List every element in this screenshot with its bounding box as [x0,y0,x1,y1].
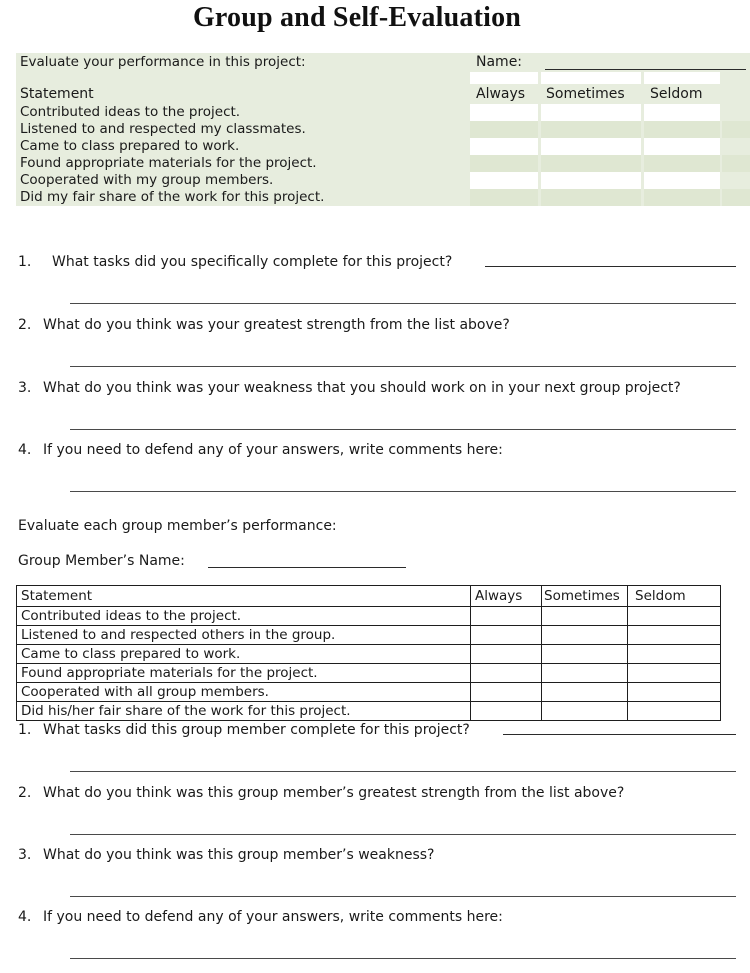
self-cell-sometimes[interactable] [541,172,641,189]
self-question-1-answer-line[interactable] [70,303,736,304]
self-question-1-text: What tasks did you specifically complete for this project? [52,254,453,270]
table-row [17,645,721,664]
self-header-always: Always [470,84,538,104]
self-prompt-label: Evaluate your performance in this project: [16,53,470,72]
member-cell-seldom[interactable] [628,702,721,721]
self-cell-always[interactable] [470,138,538,155]
table-row [16,104,750,121]
member-question-1-text: What tasks did this group member complete for this project? [43,722,470,738]
self-prompt-row [16,53,750,72]
member-cell-always[interactable] [471,702,542,721]
self-question-3-answer-line[interactable] [70,429,736,430]
member-cell-seldom[interactable] [628,626,721,645]
member-header-sometimes [542,586,628,607]
member-question-4-answer-line[interactable] [70,958,736,959]
member-cell-seldom[interactable] [628,645,721,664]
member-name-label: Group Member’s Name: [18,553,185,569]
self-cell-always[interactable] [470,121,538,138]
member-cell-sometimes[interactable] [542,702,628,721]
member-cell-always[interactable] [471,626,542,645]
member-question-3-answer-line[interactable] [70,896,736,897]
self-question-2-text: What do you think was your greatest strength from the list above? [43,317,510,333]
member-row-label: Listened to and respected others in the group. [17,626,471,645]
self-question-2-number: 2. [18,317,32,333]
self-row-label: Listened to and respected my classmates. [16,121,470,138]
self-cell-seldom[interactable] [644,155,720,172]
self-question-1-number: 1. [18,254,32,270]
self-cell-always[interactable] [470,155,538,172]
table-row [16,121,750,138]
self-question-4-number: 4. [18,442,32,458]
member-cell-sometimes[interactable] [542,664,628,683]
self-cell-sometimes[interactable] [541,138,641,155]
self-cell-tail [722,155,750,172]
self-row-label: Found appropriate materials for the project. [16,155,470,172]
self-question-3-text: What do you think was your weakness that you should work on in your next group project? [43,380,681,396]
self-name-label: Name: [470,53,541,72]
self-cell-tail [722,138,750,155]
self-row-label: Contributed ideas to the project. [16,104,470,121]
member-name-underline[interactable] [208,567,406,568]
self-question-1-inline-answer-line[interactable] [485,266,736,267]
member-question-2-answer-line[interactable] [70,834,736,835]
table-row [16,138,750,155]
spacer-row [16,72,750,84]
member-question-2-text: What do you think was this group member’s greatest strength from the list above? [43,785,625,801]
self-name-underline [545,56,746,70]
member-cell-always[interactable] [471,607,542,626]
table-row [17,664,721,683]
self-cell-seldom[interactable] [644,104,720,121]
self-cell-sometimes[interactable] [541,189,641,206]
self-cell-tail [722,172,750,189]
table-row [17,683,721,702]
member-header-seldom-text: Seldom [635,588,686,604]
self-cell-seldom[interactable] [644,189,720,206]
member-cell-seldom[interactable] [628,607,721,626]
self-name-field[interactable] [541,53,750,72]
spacer-statement-cell [16,72,470,84]
self-question-4-text: If you need to defend any of your answers, write comments here: [43,442,503,458]
self-table-header-row [16,84,750,104]
member-question-3-number: 3. [18,847,32,863]
member-cell-sometimes[interactable] [542,645,628,664]
member-cell-sometimes[interactable] [542,626,628,645]
spacer-sometimes-cell [541,72,641,84]
member-cell-always[interactable] [471,683,542,702]
self-cell-sometimes[interactable] [541,104,641,121]
table-row [17,626,721,645]
self-row-label: Came to class prepared to work. [16,138,470,155]
self-cell-seldom[interactable] [644,138,720,155]
member-question-4-text: If you need to defend any of your answers, write comments here: [43,909,503,925]
member-cell-seldom[interactable] [628,683,721,702]
member-row-label: Did his/her fair share of the work for this project. [17,702,471,721]
self-question-2-answer-line[interactable] [70,366,736,367]
self-cell-seldom[interactable] [644,121,720,138]
member-question-3-text: What do you think was this group member’s weakness? [43,847,435,863]
self-cell-tail [722,104,750,121]
member-question-1-inline-answer-line[interactable] [503,734,736,735]
member-cell-sometimes[interactable] [542,607,628,626]
table-row [17,702,721,721]
self-cell-always[interactable] [470,172,538,189]
self-header-seldom: Seldom [644,84,720,104]
member-evaluation-table [16,585,721,721]
member-question-4-number: 4. [18,909,32,925]
member-header-sometimes-text: Sometimes [544,588,620,604]
self-question-4-answer-line[interactable] [70,491,736,492]
self-question-3-number: 3. [18,380,32,396]
member-cell-always[interactable] [471,645,542,664]
member-section-prompt: Evaluate each group member’s performance: [18,518,337,534]
self-cell-always[interactable] [470,189,538,206]
self-header-tail [722,84,750,104]
table-row [16,172,750,189]
member-row-label: Cooperated with all group members. [17,683,471,702]
self-evaluation-table [16,53,750,206]
page-title: Group and Self-Evaluation [192,2,522,33]
table-row [16,189,750,206]
member-question-1-answer-line[interactable] [70,771,736,772]
member-cell-seldom[interactable] [628,664,721,683]
spacer-always-cell [470,72,538,84]
self-cell-sometimes[interactable] [541,121,641,138]
self-cell-sometimes[interactable] [541,155,641,172]
member-table-header-row [17,586,721,607]
member-row-label: Contributed ideas to the project. [17,607,471,626]
self-row-label: Did my fair share of the work for this project. [16,189,470,206]
self-header-statement: Statement [16,84,470,104]
self-cell-tail [722,189,750,206]
member-cell-sometimes[interactable] [542,683,628,702]
self-row-label: Cooperated with my group members. [16,172,470,189]
member-question-2-number: 2. [18,785,32,801]
spacer-tail-cell [722,72,750,84]
self-cell-always[interactable] [470,104,538,121]
table-row [16,155,750,172]
member-cell-always[interactable] [471,664,542,683]
member-row-label: Came to class prepared to work. [17,645,471,664]
self-header-sometimes: Sometimes [541,84,641,104]
spacer-seldom-cell [644,72,720,84]
member-row-label: Found appropriate materials for the project. [17,664,471,683]
self-cell-tail [722,121,750,138]
member-question-1-number: 1. [18,722,32,738]
member-header-statement: Statement [17,586,471,607]
table-row [17,607,721,626]
member-header-always-text: Always [475,588,523,604]
self-cell-seldom[interactable] [644,172,720,189]
member-header-always [471,586,542,607]
member-header-seldom [628,586,721,607]
